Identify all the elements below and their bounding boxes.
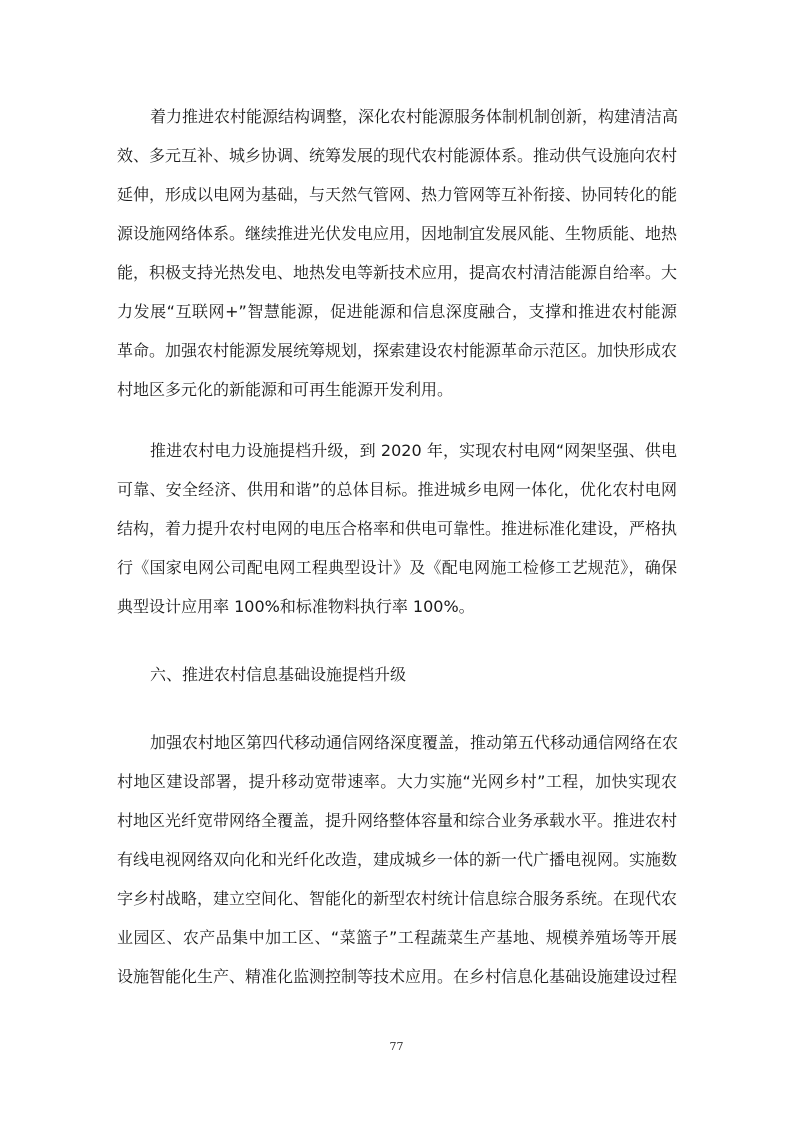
paragraph-line: 行《国家电网公司配电网工程典型设计》及《配电网施工检修工艺规范》，确保 <box>117 558 677 577</box>
paragraph-line: 设施智能化生产、精准化监测控制等技术应用。在乡村信息化基础设施建设过程 <box>117 967 678 986</box>
paragraph-line: 有线电视网络双向化和光纤化改造，建成城乡一体的新一代广播电视网。实施数 <box>117 850 678 869</box>
paragraph-line: 革命。加强农村能源发展统筹规划，探索建设农村能源革命示范区。加快形成农 <box>117 341 678 360</box>
section-heading: 六、推进农村信息基础设施提档升级 <box>150 665 407 684</box>
paragraph-line: 村地区光纤宽带网络全覆盖，提升网络整体容量和综合业务承载水平。推进农村 <box>117 811 678 830</box>
paragraph-line: 业园区、农产品集中加工区、“菜篮子”工程蔬菜生产基地、规模养殖场等开展 <box>117 928 677 947</box>
paragraph-line: 能，积极支持光热发电、地热发电等新技术应用，提高农村清洁能源自给率。大 <box>117 263 678 282</box>
paragraph-line: 村地区建设部署，提升移动宽带速率。大力实施“光网乡村”工程，加快实现农 <box>117 772 677 791</box>
paragraph-line: 加强农村地区第四代移动通信网络深度覆盖，推动第五代移动通信网络在农 <box>150 733 679 752</box>
paragraph-line: 效、多元互补、城乡协调、统筹发展的现代农村能源体系。推动供气设施向农村 <box>117 146 678 165</box>
paragraph-line: 结构，着力提升农村电网的电压合格率和供电可靠性。推进标准化建设，严格执 <box>117 519 678 538</box>
paragraph-line: 可靠、安全经济、供用和谐”的总体目标。推进城乡电网一体化，优化农村电网 <box>117 480 677 499</box>
paragraph-line: 延伸，形成以电网为基础，与天然气管网、热力管网等互补衔接、协同转化的能 <box>117 185 678 204</box>
paragraph-line: 字乡村战略，建立空间化、智能化的新型农村统计信息综合服务系统。在现代农 <box>117 889 678 908</box>
paragraph-line: 源设施网络体系。继续推进光伏发电应用，因地制宜发展风能、生物质能、地热 <box>117 224 678 243</box>
paragraph-line: 推进农村电力设施提档升级，到 2020 年，实现农村电网“网架坚强、供电 <box>150 441 677 460</box>
paragraph-line: 着力推进农村能源结构调整，深化农村能源服务体制机制创新，构建清洁高 <box>150 107 679 126</box>
paragraph-line: 典型设计应用率 100%和标准物料执行率 100%。 <box>117 597 475 616</box>
paragraph-line: 力发展“互联网+”智慧能源，促进能源和信息深度融合，支撑和推进农村能源 <box>117 302 677 321</box>
page-number: 77 <box>389 1040 404 1053</box>
paragraph-line: 村地区多元化的新能源和可再生能源开发利用。 <box>117 380 454 399</box>
